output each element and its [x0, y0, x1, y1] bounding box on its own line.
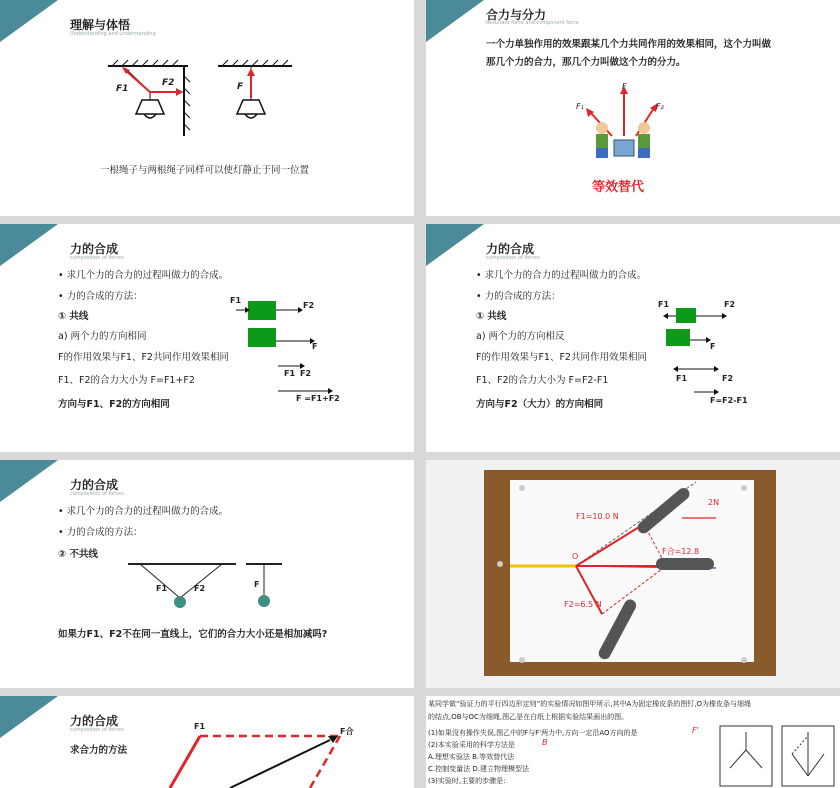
question-2: (2)本实验采用的科学方法是 [428, 741, 515, 749]
line-2: F1、F2的合力大小为 F=F1+F2 [58, 375, 195, 386]
slide-subtitle: composition of forces [70, 491, 124, 497]
line-3: 方向与F1、F2的方向相同 [58, 399, 170, 410]
label-F: F [710, 342, 716, 351]
label-f1: F₁ [576, 102, 584, 111]
scale-label: 2N [708, 498, 720, 507]
label-F2: F2 [303, 301, 315, 310]
experiment-board-illustration [426, 460, 840, 688]
equivalent-replacement-caption: 等效替代 [592, 180, 645, 195]
label-F-result: F=F2-F1 [710, 396, 748, 405]
slide-title: 力的合成 [486, 242, 535, 256]
slide-subtitle: Resultant force and component force [486, 20, 579, 26]
label-F1: F1 [194, 722, 206, 731]
exercise-figures [426, 696, 840, 788]
slide-title: 力的合成 [70, 242, 119, 256]
case-a: a) 两个力的方向相反 [476, 331, 565, 342]
bullet-1: • 求几个力的合力的过程叫做力的合成。 [476, 270, 647, 281]
label-f2: F2=6.5 N [564, 600, 602, 609]
method-label: 求合力的方法 [70, 745, 128, 756]
slide-resultant-force[interactable] [426, 0, 840, 216]
label-F1-sum: F1 [284, 369, 296, 378]
label-f: F [237, 82, 244, 92]
label-f1: F1=10.0 N [576, 512, 619, 521]
bullet-2: • 力的合成的方法： [58, 291, 143, 302]
slide-non-collinear[interactable] [0, 460, 414, 688]
option-line-1: A.理想实验法 B.等效替代法 [428, 753, 515, 761]
label-f-resultant: F合=12.8 [662, 547, 700, 556]
bullet-1: • 求几个力的合力的过程叫做力的合成。 [58, 270, 229, 281]
slide-understanding[interactable] [0, 0, 414, 216]
line-3: 方向与F2（大力）的方向相同 [476, 399, 604, 410]
label-f1: F1 [116, 84, 129, 94]
slide-title: 理解与体悟 [70, 18, 131, 32]
question: 如果力F1、F2不在同一直线上，它们的合力大小还是相加减吗? [58, 629, 328, 640]
slide-exercise[interactable] [426, 696, 840, 788]
label-F: F [254, 580, 260, 589]
method-heading: ① 共线 [476, 311, 507, 322]
slide-title: 力的合成 [70, 478, 119, 492]
answer-1: F' [692, 726, 699, 735]
definition-line-2: 那几个力的合力，那几个力叫做这个力的分力。 [486, 57, 686, 68]
label-f2: F₂ [656, 102, 664, 111]
lamp-diagram [0, 0, 414, 216]
slide-subtitle: composition of forces [70, 255, 124, 261]
bullet-2: • 力的合成的方法： [58, 527, 143, 538]
label-F2-sum: F2 [300, 369, 312, 378]
label-f2: F2 [162, 78, 175, 88]
label-F: F [312, 342, 318, 351]
problem-line-2: 的结点,OB与OC为细绳,图乙是在白纸上根据实验结果画出的图。 [428, 713, 629, 721]
bullet-1: • 求几个力的合力的过程叫做力的合成。 [58, 506, 229, 517]
parallelogram-diagram [0, 696, 414, 788]
question-1: (1)如果没有操作失误,图乙中的F与F'两力中,方向一定沿AO方向的是 [428, 729, 638, 737]
slide-experiment-board[interactable] [426, 460, 840, 688]
line-1: F的作用效果与F1、F2共同作用效果相同 [58, 352, 229, 363]
label-F1: F1 [156, 584, 168, 593]
problem-line-1: 某同学做“验证力的平行四边形定则”的实验情况如图甲所示,其中A为固定橡皮条的图钉,O为橡皮条与细绳 [428, 700, 752, 708]
collinear-diagram [0, 224, 414, 452]
hanging-ball-diagram [0, 460, 414, 688]
line-2: F1、F2的合力大小为 F=F2-F1 [476, 375, 609, 386]
opposite-diagram [426, 224, 840, 452]
case-a: a) 两个力的方向相同 [58, 331, 147, 342]
label-F1: F1 [230, 296, 242, 305]
label-F1: F1 [658, 300, 670, 309]
slide-title: 力的合成 [70, 714, 119, 728]
label-F2-diff: F2 [722, 374, 734, 383]
label-o: O [572, 552, 579, 561]
definition-line-1: 一个力单独作用的效果跟某几个力共同作用的效果相同，这个力叫做 [486, 39, 772, 50]
label-F-resultant: F合 [340, 727, 354, 736]
slide-subtitle: Understanding and understanding [70, 31, 156, 37]
method-heading: ① 共线 [58, 311, 89, 322]
label-F1-diff: F1 [676, 374, 688, 383]
label-F-result: F =F1+F2 [296, 394, 340, 403]
label-F2: F2 [194, 584, 206, 593]
slide-composition-same-direction[interactable] [0, 224, 414, 452]
question-3: (3)实验时,主要的步骤是: [428, 777, 506, 785]
slide-title: 合力与分力 [486, 8, 547, 22]
slide-subtitle: composition of forces [70, 727, 124, 733]
caption: 一根绳子与两根绳子同样可以使灯静止于同一位置 [100, 165, 310, 176]
line-1: F的作用效果与F1、F2共同作用效果相同 [476, 352, 647, 363]
method-heading: ② 不共线 [58, 549, 98, 560]
label-f: F [622, 82, 627, 91]
label-F2: F2 [724, 300, 736, 309]
option-line-2: C.控制变量法 D.建立物理模型法 [428, 765, 529, 773]
answer-2: B [542, 738, 548, 747]
slide-composition-opposite-direction[interactable] [426, 224, 840, 452]
slide-resultant-method[interactable] [0, 696, 414, 788]
bullet-2: • 力的合成的方法： [476, 291, 561, 302]
slide-subtitle: composition of forces [486, 255, 540, 261]
